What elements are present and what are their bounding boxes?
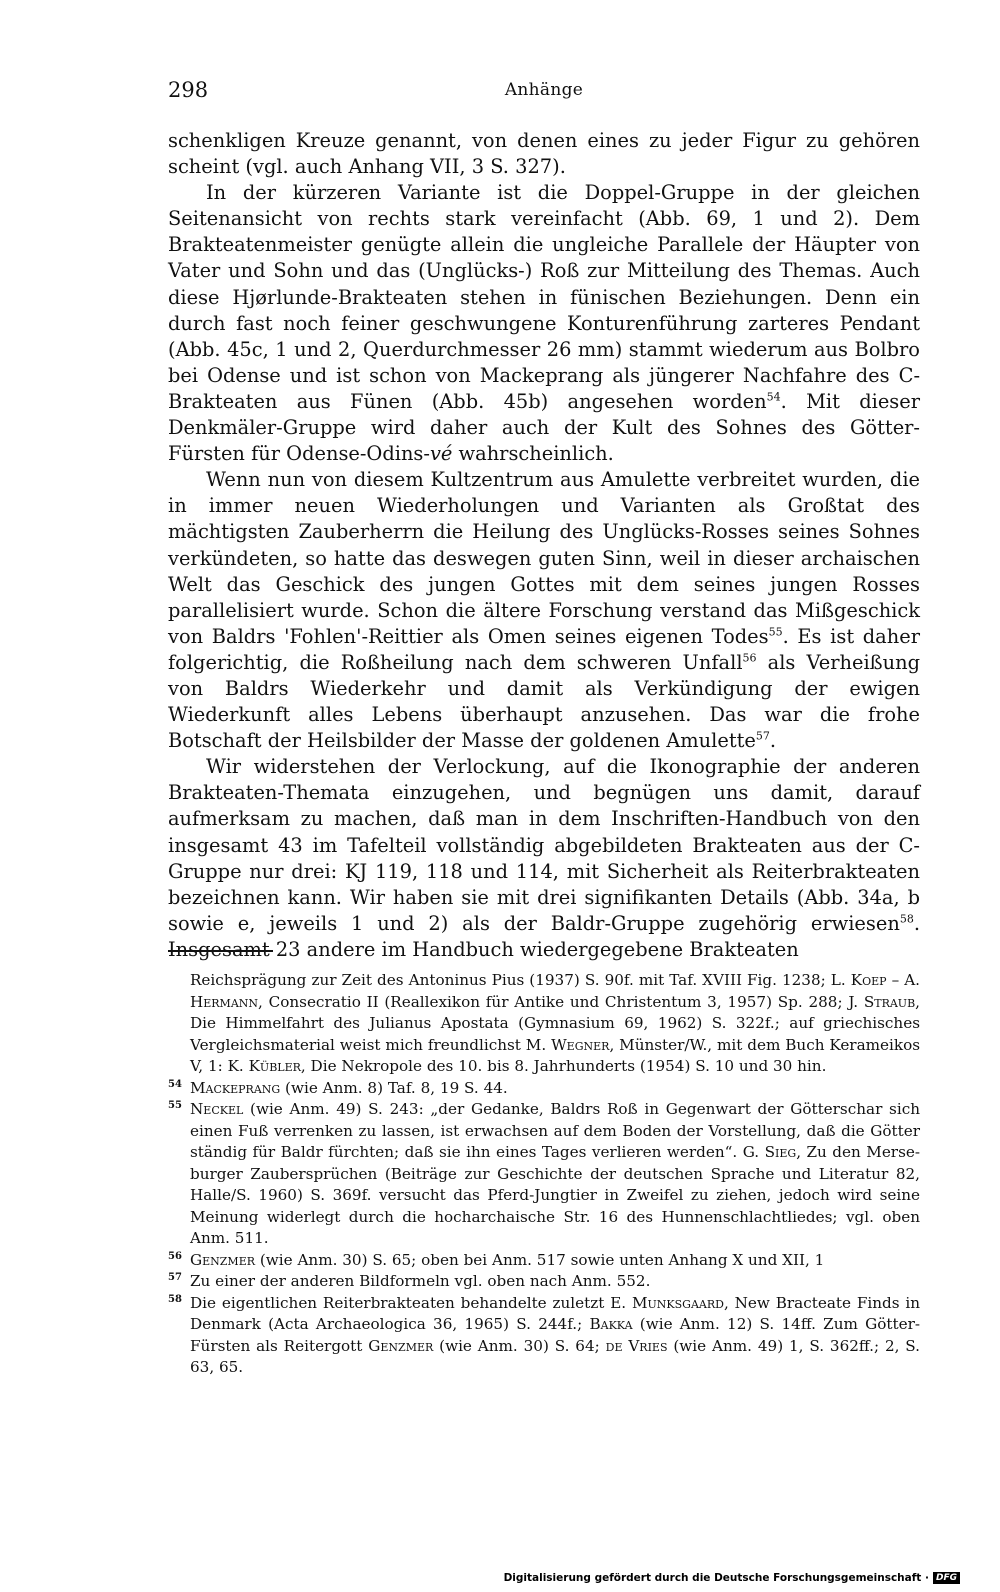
footnote-54: 54 Mackeprang (wie Anm. 8) Taf. 8, 19 S. 44. — [168, 1078, 920, 1100]
paragraph-3-text-d: . — [769, 729, 777, 753]
paragraph-1-text: schenkligen Kreuze genannt, von denen eines zu jeder Figur zu gehören scheint (vgl. auch Anhang VII, 3 S. 327). — [168, 129, 920, 179]
paragraph-3 — [168, 467, 920, 754]
paragraph-2-text-b: . Mit dieser Denkmäler-Gruppe wird daher auch der Kult des Sohnes des Götter-Fürsten für Odense-Odins- — [168, 389, 921, 466]
paragraph-2-italic: vé — [429, 442, 453, 466]
paragraph-2 — [168, 180, 920, 467]
footnote-ref-54: 54 — [766, 390, 781, 404]
footnote-58: 58 Die eigentlichen Reiterbrakteaten behandelte zuletzt E. Munksgaard, New Bracteate Finds in Denmark (Acta Archaeologica 36, 1965) S. 244f.; Bakka (wie Anm. 12) S. 14ff. Zum Götter-Fürsten als Reitergott Genzmer (wie Anm. 30) S. 64; de Vries (wie Anm. 49) 1, S. 362ff.; 2, S. 63, 65. — [168, 1293, 920, 1379]
footnotes — [168, 970, 920, 1379]
paragraph-4 — [168, 754, 920, 963]
footnote-continuation: Reichsprägung zur Zeit des Antoninus Pius (1937) S. 90f. mit Taf. XVIII Fig. 1238; L. Koep – A. Hermann, Consecratio II (Reallexikon für Antike und Christentum 3, 1957) Sp. 288; J. Straub, Die Himmelfahrt des Julianus Apostata (Gymnasium 69, 1962) S. 322f.; auf griechisches Vergleichsmaterial weist mich freundlichst M. Wegner, Münster/W., mit dem Buch Kerameikos V, 1: K. Kübler, Die Nekropole des 10. bis 8. Jahrhunderts (1954) S. 10 und 30 hin. — [190, 971, 921, 1075]
paragraph-3-text-c: als Verheißung von Baldrs Wiederkehr und damit als Verkündigung der ewigen Wiederkunft alles Lebens überhaupt anzusehen. Das war die frohe Botschaft der Heilsbilder der Masse der goldenen Amulette — [168, 650, 920, 753]
dfg-logo-icon: DFG — [933, 1572, 960, 1584]
paragraph-4-text-b: . Insgesamt 23 andere im Handbuch wiedergegebene Brakteaten — [168, 911, 920, 961]
running-head — [168, 78, 920, 106]
footnote-number: 58 — [168, 1293, 182, 1305]
running-title: Anhänge — [504, 80, 584, 100]
paragraph-3-text-b: . Es ist daher folgerichtig, die Roßheilung nach dem schweren Unfall — [168, 624, 920, 674]
footnote-57: 57 Zu einer der anderen Bildformeln vgl. oben nach Anm. 552. — [168, 1271, 920, 1293]
footnote-separator — [168, 950, 273, 952]
footnote-ref-55: 55 — [768, 625, 783, 639]
footnote-ref-58: 58 — [899, 912, 914, 926]
paragraph-2-text-a: In der kürzeren Variante ist die Doppel-Gruppe in der gleichen Seitenansicht von rechts stark vereinfacht (Abb. 69, 1 und 2). Dem Brakteatenmeister genügte allein die ungleiche Parallele der Häupter von Vater und Sohn und das (Unglücks-) Roß zur Mitteilung des Themas. Auch diese Hjørlunde-Brakteaten stehen in fünischen Beziehungen. Denn ein durch fast noch feiner geschwungene Konturenführung zarteres Pendant (Abb. 45c, 1 und 2, Querdurchmesser 26 mm) stammt wiederum aus Bolbro bei Odense und ist schon von Mackeprang als jüngerer Nachfahre des C-Brakteaten aus Fünen (Abb. 45b) angesehen worden — [168, 181, 920, 413]
footnote-ref-57: 57 — [755, 729, 770, 743]
footnote-number: 56 — [168, 1250, 182, 1262]
footnote-number: 57 — [168, 1272, 182, 1283]
footnote-55: 55 Neckel (wie Anm. 49) S. 243: „der Gedanke, Baldrs Roß in Gegenwart der Götterschar sich einen Fuß verrenken zu lassen, ist erwachsen auf dem Boden der Vorstellung, daß die Götter ständig für Baldr fürchten; daß sie ihn eines Tages verlieren werden“. G. Sieg, Zu den Merseburger Zaubersprüchen (Beiträge zur Geschichte der deutschen Sprache und Literatur 82, Halle/S. 1960) S. 369f. versucht das Pferd-Jungtier in Zweifel zu ziehen, jedoch wird seine Meinung widerlegt durch die hocharchaische Str. 16 des Hunnenschlachtliedes; vgl. oben Anm. 511. — [168, 1099, 920, 1250]
paragraph-1 — [168, 128, 920, 180]
paragraph-3-text-a: Wenn nun von diesem Kultzentrum aus Amulette verbreitet wurden, die in immer neuen Wiederholungen und Varianten als Großtat des mächtigsten Zauberherrn die Heilung des Unglücks-Rosses seines Sohnes verkündeten, so hatte das deswegen guten Sinn, weil in dieser archaischen Welt das Geschick des jungen Gottes mit dem seines jungen Rosses parallelisiert wurde. Schon die ältere Forschung verstand das Mißgeschick von Baldrs 'Fohlen'-Reittier als Omen seines eigenen Todes — [168, 468, 920, 648]
main-text — [168, 128, 920, 963]
footnote-ref-56: 56 — [742, 651, 757, 665]
footnote-number: 54 — [168, 1078, 182, 1090]
page-number: 298 — [168, 78, 209, 102]
footnote-number: 55 — [168, 1100, 182, 1111]
footnote-56: 56 Genzmer (wie Anm. 30) S. 65; oben bei Anm. 517 sowie unten Anhang X und XII, 1 — [168, 1250, 920, 1272]
paragraph-2-text-c: wahrscheinlich. — [452, 442, 614, 466]
paragraph-4-text-a: Wir widerstehen der Verlockung, auf die Ikonographie der anderen Brakteaten-Themata einzugehen, und begnügen uns damit, darauf aufmerksam zu machen, daß man in dem Inschriften-Handbuch von den insgesamt 43 im Tafelteil vollständig abgebildeten Brakteaten aus der C-Gruppe nur drei: KJ 119, 118 und 114, mit Sicherheit als Reiterbrakteaten bezeichnen kann. Wir haben sie mit drei signifikanten Details (Abb. 34a, b sowie e, jeweils 1 und 2) als der Baldr-Gruppe zugehörig erwiesen — [168, 755, 920, 935]
credit-text: Digitalisierung gefördert durch die Deutsche Forschungsgemeinschaft · — [503, 1572, 929, 1584]
digitization-credit — [504, 1572, 960, 1584]
